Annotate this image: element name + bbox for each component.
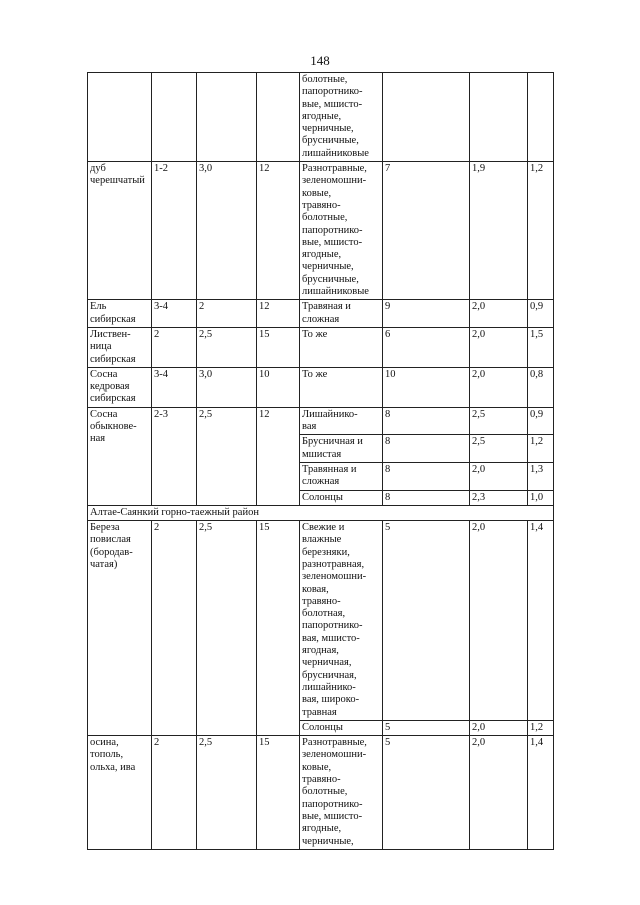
value-cell-text: 3,0 <box>199 368 213 380</box>
class-cell <box>152 407 197 505</box>
class-cell <box>152 162 197 300</box>
value-cell <box>528 462 554 490</box>
value-cell <box>383 367 470 407</box>
table-row <box>88 300 554 328</box>
forest-type-cell <box>300 162 383 300</box>
value-cell <box>383 720 470 735</box>
region-heading-text: Алтае-Саянкий горно-таежный район <box>90 506 259 518</box>
value-cell <box>257 367 300 407</box>
value-cell <box>528 435 554 463</box>
forest-type-cell <box>300 462 383 490</box>
forest-type-cell-text: Брусничная и мшистая <box>302 436 363 460</box>
value-cell-text: 5 <box>385 721 391 733</box>
value-cell <box>528 521 554 721</box>
value-cell-text: 15 <box>259 328 270 340</box>
forest-type-cell <box>300 73 383 162</box>
value-cell-text: 2,5 <box>472 408 486 420</box>
class-cell-text: 2 <box>154 328 160 340</box>
value-cell <box>528 736 554 850</box>
class-cell <box>152 367 197 407</box>
forest-type-cell-text: Травяная и сложная <box>302 301 351 325</box>
value-cell <box>383 435 470 463</box>
value-cell-text: 2,0 <box>472 463 486 475</box>
value-cell-text: 2,5 <box>199 737 213 749</box>
species-cell <box>88 367 152 407</box>
value-cell <box>528 300 554 328</box>
forest-type-cell <box>300 490 383 505</box>
class-cell <box>152 327 197 367</box>
forest-type-cell <box>300 736 383 850</box>
page-number: 148 <box>310 53 330 68</box>
forest-type-cell-text: Лишайнико- вая <box>302 408 358 433</box>
value-cell-text: 8 <box>385 463 391 475</box>
forest-norms-table <box>87 72 554 850</box>
forest-type-cell <box>300 521 383 721</box>
species-cell-text: осина, тополь, ольха, ива <box>90 737 136 773</box>
value-cell-text: 1,3 <box>530 463 544 475</box>
species-cell-text: Ель сибирская <box>90 301 136 325</box>
value-cell <box>528 367 554 407</box>
value-cell <box>383 73 470 162</box>
value-cell-text: 5 <box>385 522 391 534</box>
species-cell-text: Сосна кедровая сибирская <box>90 368 136 405</box>
class-cell-text: 1-2 <box>154 163 168 175</box>
value-cell-text: 10 <box>259 368 270 380</box>
value-cell <box>470 327 528 367</box>
region-heading <box>88 505 554 520</box>
table-row <box>88 327 554 367</box>
value-cell <box>197 407 257 505</box>
species-cell-text: дуб черешчатый <box>90 163 145 187</box>
value-cell <box>383 736 470 850</box>
forest-type-cell <box>300 720 383 735</box>
value-cell-text: 2,5 <box>199 522 213 534</box>
value-cell-text: 2 <box>199 301 205 313</box>
region-heading-row <box>88 505 554 520</box>
value-cell <box>470 407 528 435</box>
forest-type-cell-text: Свежие и влажные березняки, разнотравная, зеленомошни- ковая, травяно- болотная, папоротнико- вая, мшисто- ягодная, черничная, брусничная, лишайнико- вая, широко- травная <box>302 522 367 718</box>
forest-type-cell-text: То же <box>302 368 328 380</box>
value-cell-text: 1,2 <box>530 436 544 448</box>
value-cell <box>528 720 554 735</box>
value-cell-text: 1,5 <box>530 328 544 340</box>
value-cell <box>383 407 470 435</box>
value-cell-text: 15 <box>259 737 270 749</box>
value-cell <box>257 162 300 300</box>
class-cell-text: 3-4 <box>154 301 168 313</box>
value-cell-text: 1,0 <box>530 491 544 503</box>
value-cell <box>528 490 554 505</box>
class-cell <box>152 736 197 850</box>
value-cell-text: 15 <box>259 522 270 534</box>
value-cell-text: 2,0 <box>472 737 486 749</box>
forest-type-cell-text: Разнотравные, зеленомошни- ковые, травяно- болотные, папоротнико- вые, мшисто- ягодные, черничные, <box>302 737 367 847</box>
value-cell <box>257 521 300 736</box>
forest-type-cell <box>300 327 383 367</box>
value-cell <box>197 73 257 162</box>
forest-type-cell <box>300 407 383 435</box>
forest-type-cell-text: Разнотравные, зеленомошни- ковые, травяно- болотные, папоротнико- вые, мшисто- ягодные, черничные, брусничные, лишайниковые <box>302 163 369 298</box>
value-cell-text: 6 <box>385 328 391 340</box>
table-row <box>88 736 554 850</box>
forest-type-cell <box>300 367 383 407</box>
species-cell <box>88 327 152 367</box>
value-cell <box>470 162 528 300</box>
class-cell-text: 2 <box>154 522 160 534</box>
forest-type-cell-text: Солонцы <box>302 491 343 503</box>
value-cell-text: 10 <box>385 368 396 380</box>
value-cell-text: 12 <box>259 163 270 175</box>
table-row <box>88 162 554 300</box>
value-cell <box>257 327 300 367</box>
value-cell <box>197 367 257 407</box>
value-cell-text: 1,9 <box>472 163 486 175</box>
value-cell <box>197 327 257 367</box>
value-cell <box>528 407 554 435</box>
value-cell <box>383 300 470 328</box>
class-cell <box>152 73 197 162</box>
table-row <box>88 407 554 435</box>
species-cell <box>88 407 152 505</box>
value-cell <box>197 736 257 850</box>
species-cell <box>88 73 152 162</box>
value-cell <box>528 327 554 367</box>
value-cell-text: 12 <box>259 301 270 313</box>
species-cell <box>88 521 152 736</box>
value-cell-text: 8 <box>385 408 391 420</box>
value-cell-text: 2,0 <box>472 328 486 340</box>
value-cell-text: 8 <box>385 436 391 448</box>
value-cell <box>383 521 470 721</box>
value-cell <box>470 521 528 721</box>
value-cell-text: 2,5 <box>199 408 213 420</box>
value-cell-text: 7 <box>385 163 391 175</box>
species-cell-text: Береза повислая (бородав- чатая) <box>90 522 133 570</box>
species-cell <box>88 736 152 850</box>
value-cell <box>383 462 470 490</box>
value-cell-text: 9 <box>385 301 391 313</box>
value-cell <box>470 435 528 463</box>
forest-type-cell <box>300 435 383 463</box>
value-cell <box>197 162 257 300</box>
class-cell-text: 2 <box>154 737 160 749</box>
table-row <box>88 521 554 721</box>
value-cell-text: 2,0 <box>472 368 486 380</box>
value-cell <box>470 73 528 162</box>
value-cell <box>257 300 300 328</box>
value-cell <box>257 736 300 850</box>
value-cell-text: 0,9 <box>530 408 544 420</box>
value-cell-text: 2,0 <box>472 301 486 313</box>
value-cell <box>383 327 470 367</box>
value-cell <box>197 521 257 736</box>
value-cell-text: 1,4 <box>530 737 544 749</box>
class-cell <box>152 300 197 328</box>
forest-type-cell-text: Солонцы <box>302 721 343 733</box>
value-cell-text: 2,0 <box>472 721 486 733</box>
table-row <box>88 73 554 162</box>
value-cell <box>528 73 554 162</box>
value-cell-text: 5 <box>385 737 391 749</box>
value-cell-text: 1,4 <box>530 522 544 534</box>
forest-type-cell-text: Травянная и сложная <box>302 463 357 488</box>
value-cell <box>470 367 528 407</box>
species-cell <box>88 300 152 328</box>
class-cell <box>152 521 197 736</box>
value-cell-text: 2,5 <box>472 436 486 448</box>
value-cell <box>383 490 470 505</box>
value-cell-text: 1,2 <box>530 163 544 175</box>
species-cell <box>88 162 152 300</box>
value-cell <box>528 162 554 300</box>
value-cell-text: 0,8 <box>530 368 544 380</box>
value-cell <box>257 407 300 505</box>
species-cell-text: Листвен- ница сибирская <box>90 328 136 365</box>
value-cell <box>197 300 257 328</box>
value-cell-text: 0,9 <box>530 301 544 313</box>
value-cell <box>257 73 300 162</box>
value-cell <box>470 720 528 735</box>
forest-type-cell <box>300 300 383 328</box>
class-cell-text: 2-3 <box>154 408 168 420</box>
table-row <box>88 367 554 407</box>
value-cell-text: 12 <box>259 408 270 420</box>
species-cell-text: Сосна обыкнове- ная <box>90 408 137 445</box>
value-cell-text: 2,0 <box>472 522 486 534</box>
forest-type-cell-text: То же <box>302 328 328 340</box>
value-cell-text: 3,0 <box>199 163 213 175</box>
value-cell-text: 8 <box>385 491 391 503</box>
value-cell <box>383 162 470 300</box>
value-cell-text: 1,2 <box>530 721 544 733</box>
value-cell-text: 2,5 <box>199 328 213 340</box>
forest-type-cell-text: болотные, папоротнико- вые, мшисто- ягодные, черничные, брусничные, лишайниковые <box>302 74 369 159</box>
value-cell <box>470 300 528 328</box>
class-cell-text: 3-4 <box>154 368 168 380</box>
value-cell-text: 2,3 <box>472 491 486 503</box>
value-cell <box>470 736 528 850</box>
value-cell <box>470 490 528 505</box>
value-cell <box>470 462 528 490</box>
